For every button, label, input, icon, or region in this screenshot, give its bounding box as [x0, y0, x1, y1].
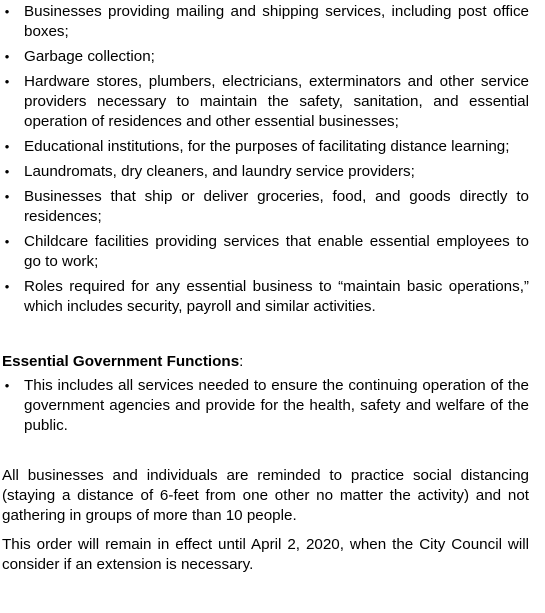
list-item-text: Roles required for any essential business to “maintain basic operations,” which includes security, payroll and similar activities. — [24, 278, 529, 315]
bullet-icon: • — [4, 279, 10, 294]
bullet-icon: • — [4, 189, 10, 204]
bullet-icon: • — [4, 139, 10, 154]
order-duration-paragraph: This order will remain in effect until April 2, 2020, when the City Council will consider if an extension is necessary. — [2, 536, 529, 573]
list-item — [2, 137, 529, 157]
list-item-text: This includes all services needed to ensure the continuing operation of the government agencies and provide for the health, safety and welfare of the public. — [24, 377, 529, 434]
list-item-text: Businesses that ship or deliver groceries, food, and goods directly to residences; — [24, 188, 529, 225]
list-item-text: Laundromats, dry cleaners, and laundry service providers; — [24, 163, 415, 180]
list-item — [2, 2, 529, 42]
bullet-icon: • — [4, 378, 10, 393]
bullet-icon: • — [4, 74, 10, 89]
section-heading — [2, 352, 529, 372]
list-item-text: Hardware stores, plumbers, electricians, exterminators and other service providers necessary to maintain the safety, sanitation, and essential operation of residences and other essential businesses; — [24, 73, 529, 130]
document-body — [2, 2, 529, 575]
list-item-text: Childcare facilities providing services that enable essential employees to go to work; — [24, 233, 529, 270]
list-item — [2, 376, 529, 436]
bullet-icon: • — [4, 49, 10, 64]
essential-business-list — [2, 2, 529, 317]
bullet-icon: • — [4, 4, 10, 19]
list-item-text: Garbage collection; — [24, 48, 155, 65]
bullet-icon: • — [4, 234, 10, 249]
section-heading-colon: : — [239, 353, 244, 370]
list-item — [2, 72, 529, 132]
government-functions-list — [2, 376, 529, 436]
list-item — [2, 277, 529, 317]
section-heading-text: Essential Government Functions — [2, 353, 240, 370]
list-item — [2, 47, 529, 67]
bullet-icon: • — [4, 164, 10, 179]
social-distancing-paragraph: All businesses and individuals are reminded to practice social distancing (staying a distance of 6-feet from one other no matter the activity) and not gathering in groups of more than 10 people. — [2, 467, 529, 524]
list-item-text: Businesses providing mailing and shipping services, including post office boxes; — [24, 3, 529, 40]
list-item — [2, 162, 529, 182]
list-item — [2, 232, 529, 272]
list-item — [2, 187, 529, 227]
list-item-text: Educational institutions, for the purposes of facilitating distance learning; — [24, 138, 510, 155]
